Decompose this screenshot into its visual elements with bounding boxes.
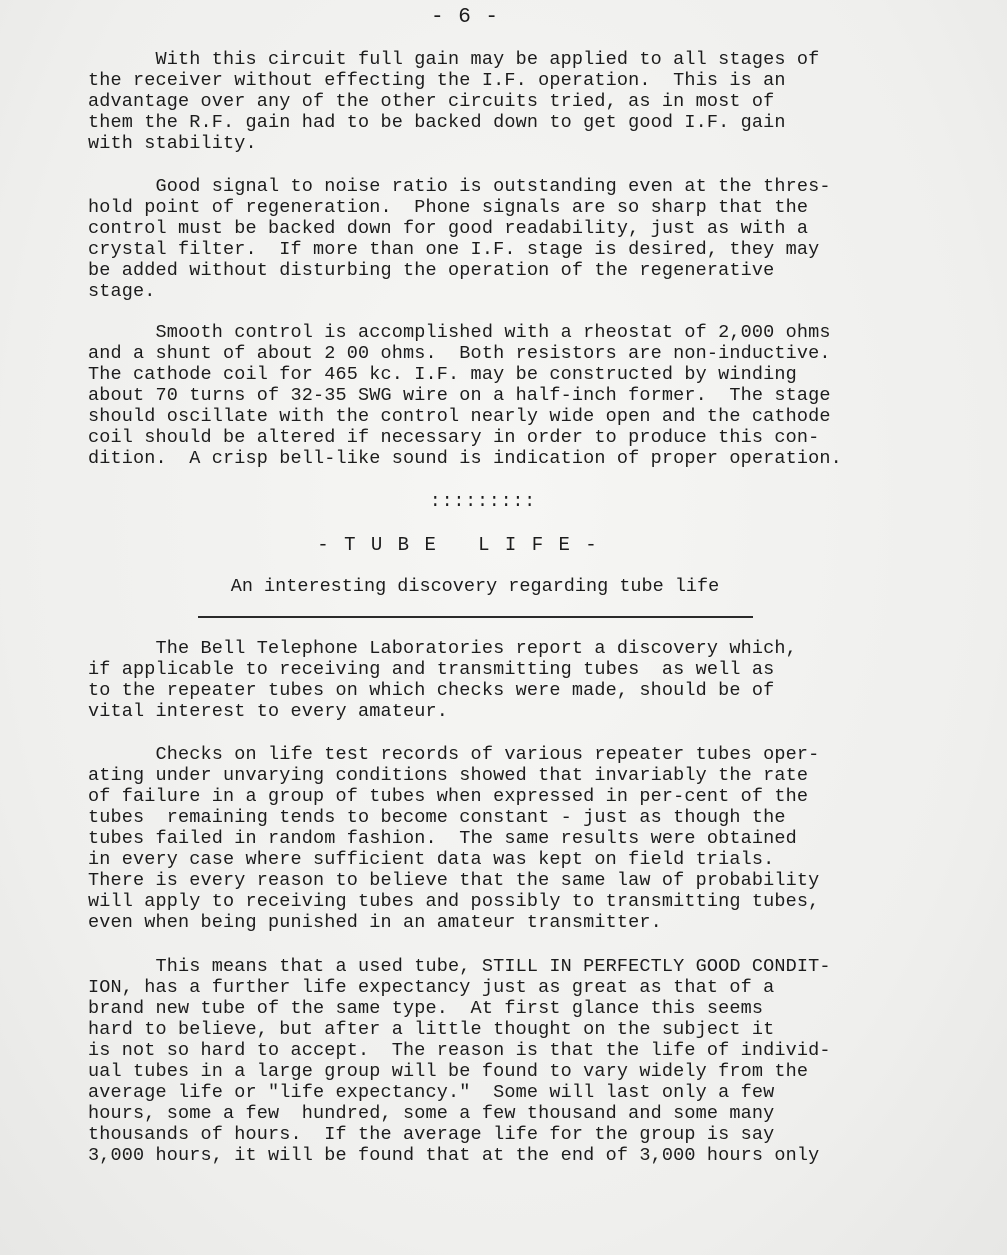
paragraph-signal-noise: Good signal to noise ratio is outstanding even at the thres- hold point of regeneration. Phone signals are so sharp that the control must be backed down for good readability, just as with a crystal filter. If more than one I.F. stage is desired, they may be added without disturbing the operation of the regenerative stage. xyxy=(88,176,831,302)
paragraph-bell-labs: The Bell Telephone Laboratories report a discovery which, if applicable to receiving and transmitting tubes as well as to the repeater tubes on which checks were made, should be of vital interest to every amateur. xyxy=(88,638,797,722)
section-underline xyxy=(198,616,753,618)
section-separator: ::::::::: xyxy=(429,492,537,512)
page-number: - 6 - xyxy=(430,6,499,29)
paragraph-circuit-gain: With this circuit full gain may be applied to all stages of the receiver without effecting the I.F. operation. This is an advantage over any of the other circuits tried, as in most of them the R.F. gain had to be backed down to get good I.F. gain with stability. xyxy=(88,49,820,154)
paragraph-smooth-control: Smooth control is accomplished with a rheostat of 2,000 ohms and a shunt of about 2 00 ohms. Both resistors are non-inductive. The cathode coil for 465 kc. I.F. may be constructed by winding about 70 turns of 32-35 SWG wire on a half-inch former. The stage should oscillate with the control nearly wide open and the cathode coil should be altered if necessary in order to produce this con- dition. A crisp bell-like sound is indication of proper operation. xyxy=(88,322,842,469)
section-subtitle: An interesting discovery regarding tube life xyxy=(230,576,720,597)
paragraph-used-tube: This means that a used tube, STILL IN PERFECTLY GOOD CONDIT- ION, has a further life expectancy just as great as that of a brand new tube of the same type. At first glance this seems hard to believe, but after a little thought on the subject it is not so hard to accept. The reason is that the life of individ- ual tubes in a large group will be found to vary widely from the average life or "life expectancy." Some will last only a few hours, some a few hundred, some a few thousand and some many thousands of hours. If the average life for the group is say 3,000 hours, it will be found that at the end of 3,000 hours only xyxy=(88,956,831,1166)
section-title: - T U B E L I F E - xyxy=(317,534,599,556)
paragraph-life-test-records: Checks on life test records of various repeater tubes oper- ating under unvarying conditions showed that invariably the rate of failure in a group of tubes when expressed in per-cent of the tubes remaining tends to become constant - just as though the tubes failed in random fashion. The same results were obtained in every case where sufficient data was kept on field trials. There is every reason to believe that the same law of probability will apply to receiving tubes and possibly to transmitting tubes, even when being punished in an amateur transmitter. xyxy=(88,744,820,933)
